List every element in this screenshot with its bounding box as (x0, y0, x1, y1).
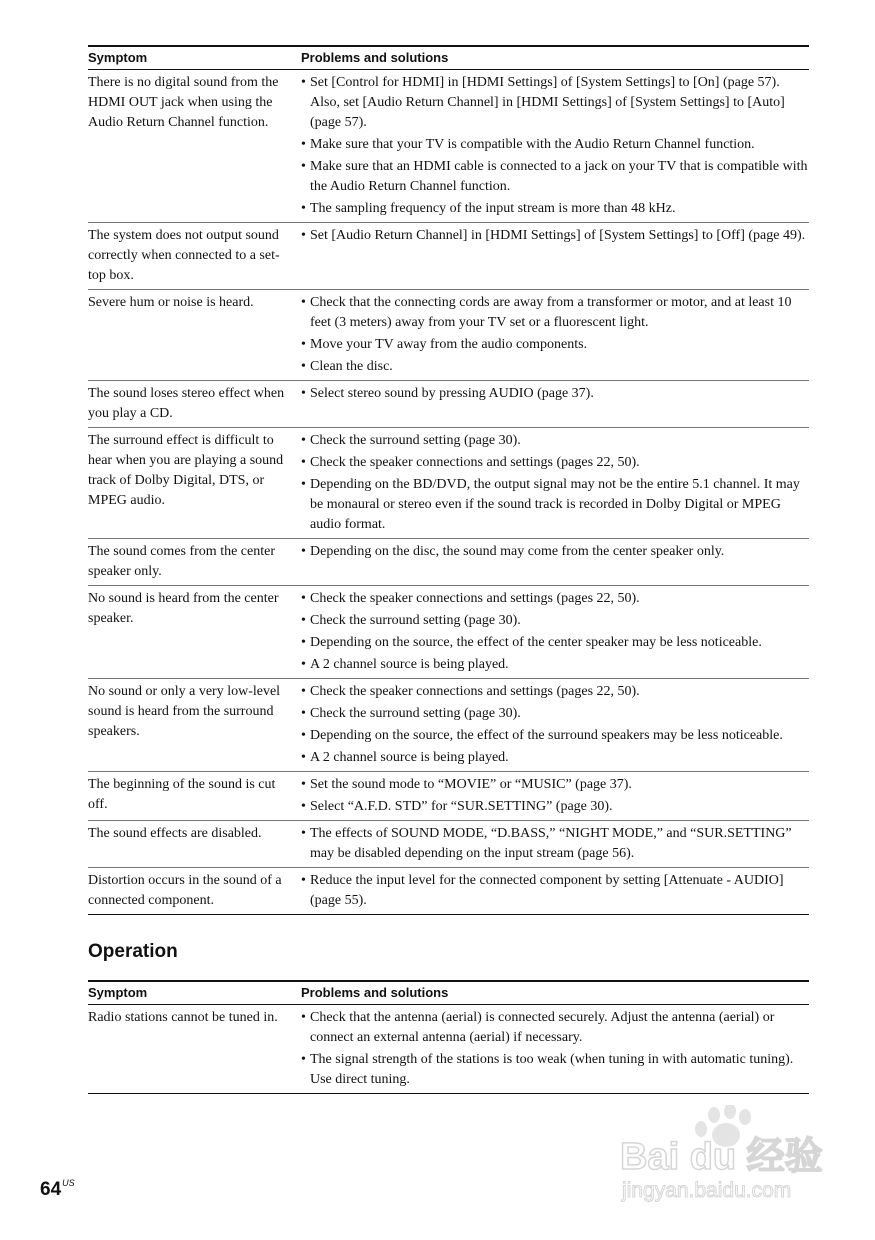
symptom-cell: Radio stations cannot be tuned in. (88, 1005, 301, 1094)
solution-item: • The sampling frequency of the input stream is more than 48 kHz. (301, 199, 809, 219)
symptom-cell: The sound effects are disabled. (88, 821, 301, 868)
page-number-suffix: US (62, 1178, 75, 1188)
solutions-cell (301, 290, 809, 381)
symptom-cell: Severe hum or noise is heard. (88, 290, 301, 381)
solutions-cell (301, 381, 809, 428)
solutions-list (301, 431, 809, 535)
symptom-cell: The sound comes from the center speaker only. (88, 539, 301, 586)
solutions-cell (301, 1005, 809, 1094)
symptom-cell: The surround effect is difficult to hear when you are playing a sound track of Dolby Digital, DTS, or MPEG audio. (88, 428, 301, 539)
solutions-cell (301, 772, 809, 821)
column-header-problems: Problems and solutions (301, 981, 809, 1005)
solutions-cell (301, 428, 809, 539)
symptom-cell: The beginning of the sound is cut off. (88, 772, 301, 821)
table-row (88, 539, 809, 586)
solutions-list (301, 682, 809, 768)
column-header-symptom: Symptom (88, 46, 301, 70)
table-body (88, 1005, 809, 1094)
solutions-list (301, 542, 809, 562)
solutions-list (301, 824, 809, 864)
solution-item: • Check the surround setting (page 30). (301, 704, 809, 724)
table-row (88, 821, 809, 868)
solutions-cell (301, 821, 809, 868)
solution-item: • Make sure that an HDMI cable is connected to a jack on your TV that is compatible with the Audio Return Channel function. (301, 157, 809, 197)
solution-item: • Check the surround setting (page 30). (301, 611, 809, 631)
solutions-list (301, 871, 809, 911)
solution-item: • Check the speaker connections and settings (pages 22, 50). (301, 682, 809, 702)
solution-item: • Check the speaker connections and settings (pages 22, 50). (301, 453, 809, 473)
baidu-jingyan-watermark (618, 1105, 828, 1205)
solutions-list (301, 293, 809, 377)
solution-item: • Set [Audio Return Channel] in [HDMI Settings] of [System Settings] to [Off] (page 49). (301, 226, 809, 246)
watermark-brand: Bai du 经验 (620, 1136, 823, 1178)
solution-item: • Check the speaker connections and settings (pages 22, 50). (301, 589, 809, 609)
solution-item: • Set [Control for HDMI] in [HDMI Settings] of [System Settings] to [On] (page 57). Also, set [Audio Return Channel] in [HDMI Settings] of [System Settings] to [Auto] (page 57). (301, 73, 809, 133)
solutions-cell (301, 868, 809, 915)
table-row (88, 772, 809, 821)
solution-item: • Depending on the BD/DVD, the output signal may not be the entire 5.1 channel. It may be monaural or stereo even if the sound track is recorded in Dolby Digital or MPEG audio format. (301, 475, 809, 535)
solution-item: • Select “A.F.D. STD” for “SUR.SETTING” (page 30). (301, 797, 809, 817)
solutions-cell (301, 70, 809, 223)
column-header-symptom: Symptom (88, 981, 301, 1005)
solution-item: • Select stereo sound by pressing AUDIO (page 37). (301, 384, 809, 404)
solution-item: • Depending on the source, the effect of the surround speakers may be less noticeable. (301, 726, 809, 746)
table-row (88, 868, 809, 915)
table-row (88, 1005, 809, 1094)
solutions-list (301, 1008, 809, 1090)
table-row (88, 381, 809, 428)
solutions-list (301, 73, 809, 219)
solution-item: • Depending on the disc, the sound may come from the center speaker only. (301, 542, 809, 562)
page-number (40, 1178, 75, 1201)
symptom-cell: No sound or only a very low-level sound is heard from the surround speakers. (88, 679, 301, 772)
solution-item: • The signal strength of the stations is too weak (when tuning in with automatic tuning). Use direct tuning. (301, 1050, 809, 1090)
table-row (88, 679, 809, 772)
symptom-cell: The sound loses stereo effect when you play a CD. (88, 381, 301, 428)
solution-item: • Check the surround setting (page 30). (301, 431, 809, 451)
symptom-cell: The system does not output sound correctly when connected to a set-top box. (88, 223, 301, 290)
watermark-url: jingyan.baidu.com (622, 1179, 792, 1202)
solution-item: • Clean the disc. (301, 357, 809, 377)
table-header-row (88, 981, 809, 1005)
solution-item: • Move your TV away from the audio components. (301, 335, 809, 355)
solutions-list (301, 384, 809, 404)
solution-item: • Depending on the source, the effect of the center speaker may be less noticeable. (301, 633, 809, 653)
troubleshooting-table-sound (88, 45, 809, 915)
page-number-value: 64 (40, 1179, 62, 1200)
solutions-list (301, 589, 809, 675)
solution-item: • Check that the antenna (aerial) is connected securely. Adjust the antenna (aerial) or connect an external antenna (aerial) if necessary. (301, 1008, 809, 1048)
symptom-cell: No sound is heard from the center speaker. (88, 586, 301, 679)
solutions-cell (301, 586, 809, 679)
symptom-cell: Distortion occurs in the sound of a connected component. (88, 868, 301, 915)
column-header-problems: Problems and solutions (301, 46, 809, 70)
solution-item: • Reduce the input level for the connected component by setting [Attenuate - AUDIO] (page 55). (301, 871, 809, 911)
solution-item: • Check that the connecting cords are away from a transformer or motor, and at least 10 feet (3 meters) away from your TV set or a fluorescent light. (301, 293, 809, 333)
solution-item: • Make sure that your TV is compatible with the Audio Return Channel function. (301, 135, 809, 155)
solution-item: • Set the sound mode to “MOVIE” or “MUSIC” (page 37). (301, 775, 809, 795)
solutions-list (301, 775, 809, 817)
solutions-list (301, 226, 809, 246)
table-header-row (88, 46, 809, 70)
table-body (88, 70, 809, 915)
solution-item: • A 2 channel source is being played. (301, 748, 809, 768)
section-title-operation: Operation (88, 941, 178, 962)
solutions-cell (301, 223, 809, 290)
solution-item: • The effects of SOUND MODE, “D.BASS,” “NIGHT MODE,” and “SUR.SETTING” may be disabled depending on the input stream (page 56). (301, 824, 809, 864)
solutions-cell (301, 679, 809, 772)
symptom-cell: There is no digital sound from the HDMI OUT jack when using the Audio Return Channel function. (88, 70, 301, 223)
table-row (88, 70, 809, 223)
table-row (88, 290, 809, 381)
solutions-cell (301, 539, 809, 586)
table-row (88, 586, 809, 679)
table-row (88, 223, 809, 290)
troubleshooting-table-operation (88, 980, 809, 1094)
solution-item: • A 2 channel source is being played. (301, 655, 809, 675)
table-row (88, 428, 809, 539)
